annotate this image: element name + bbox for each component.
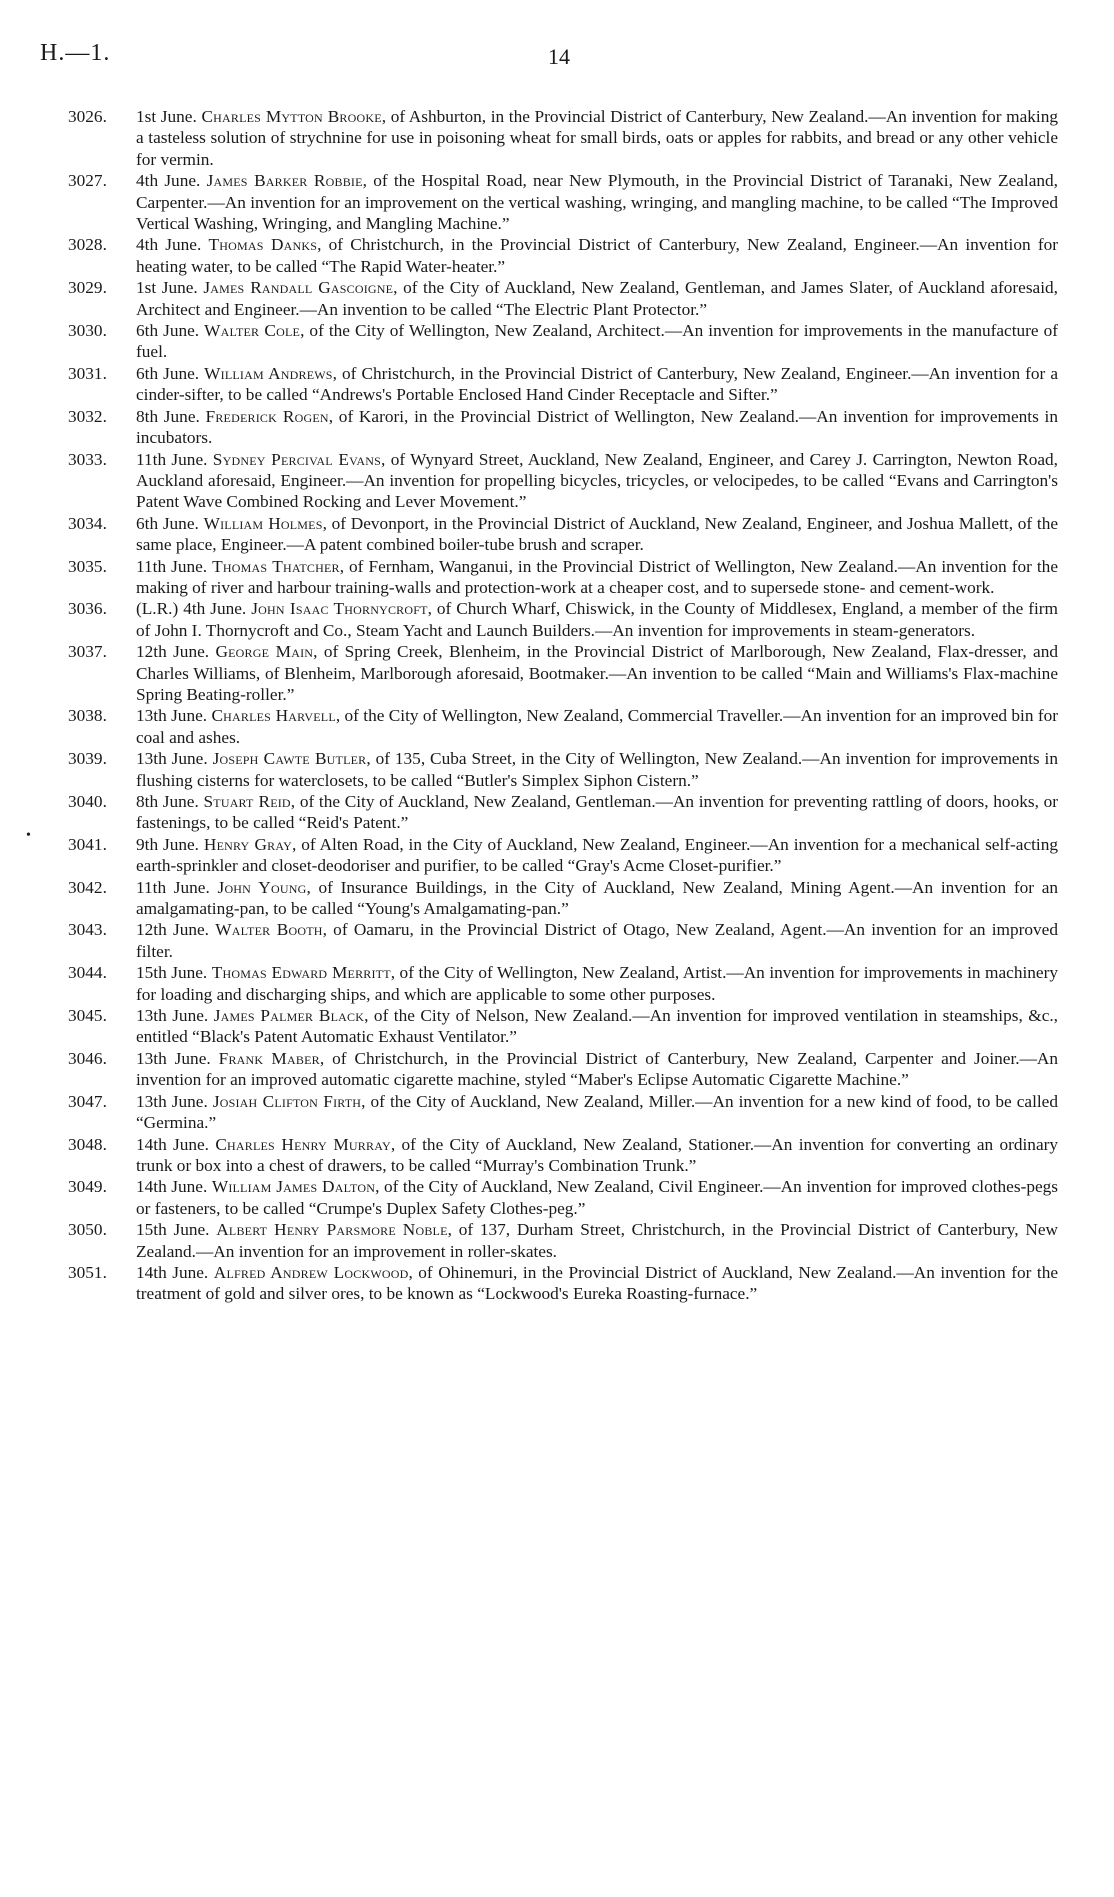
applicant-name: Frederick Rogen: [205, 406, 329, 426]
applicant-name: Frank Maber: [218, 1048, 320, 1068]
entry-description: , of Christchurch, in the Provincial District of Canterbury, New Zealand, Engineer.—An invention for a cinder-sifter, to be called “Andrews's Portable Enclosed Hand Cinder Receptacle and Sifter.”: [136, 363, 1058, 405]
patent-entry: [68, 406, 1058, 449]
margin-mark: •: [26, 828, 31, 843]
entry-date: 6th June.: [136, 321, 200, 341]
entry-date: 1st June.: [136, 107, 197, 126]
applicant-name: Albert Henry Parsmore Noble: [216, 1220, 448, 1240]
applicant-name: Stuart Reid: [203, 792, 291, 811]
entry-number: 3039.: [68, 749, 107, 769]
entry-description: , of the City of Auckland, New Zealand, Gentleman.—An invention for preventing rattling of doors, hooks, or fastenings, to be called “Reid's Patent.”: [136, 792, 1058, 833]
entry-date: 13th June.: [136, 706, 208, 726]
entry-number: 3036.: [68, 599, 107, 619]
entry-number: 3047.: [68, 1091, 107, 1111]
patent-entry: [68, 234, 1058, 277]
patent-entry: [68, 598, 1058, 641]
applicant-name: Joseph Cawte Butler: [212, 749, 367, 769]
entry-description: , of Christchurch, in the Provincial District of Canterbury, New Zealand, Carpenter and Joiner.—An invention for an improved automatic cigarette machine, styled “Maber's Eclipse Automatic Cigarette Machine.”: [136, 1048, 1059, 1090]
applicant-name: Thomas Danks: [208, 235, 318, 255]
patent-entry: [68, 1091, 1058, 1134]
patent-entry: [68, 877, 1058, 920]
patent-entry: [68, 791, 1058, 834]
patent-entry: [68, 641, 1058, 705]
patent-entry: [68, 106, 1058, 170]
entry-number: 3050.: [68, 1220, 107, 1240]
patent-entry: [68, 1176, 1058, 1219]
entry-number: 3031.: [68, 363, 107, 383]
patent-entry: [68, 834, 1058, 877]
entry-description: , of Ashburton, in the Provincial District of Canterbury, New Zealand.—An invention for making a tasteless solution of strychnine for use in poisoning wheat for small birds, oats or apples for rabbits, and bread or any other vehicle for vermin.: [136, 107, 1059, 169]
entry-date: 4th June.: [136, 171, 201, 191]
entry-date: 13th June.: [136, 749, 208, 769]
applicant-name: John Young: [217, 877, 307, 897]
entry-description: , of the City of Wellington, New Zealand, Architect.—An invention for improvements in the manufacture of fuel.: [136, 321, 1059, 362]
entry-description: , of the City of Wellington, New Zealand, Commercial Traveller.—An invention for an improved bin for coal and ashes.: [136, 706, 1058, 747]
applicant-name: Charles Mytton Brooke: [201, 107, 382, 126]
entry-number: 3051.: [68, 1262, 107, 1282]
entry-description: , of the City of Nelson, New Zealand.—An invention for improved ventilation in steamships, &c., entitled “Black's Patent Automatic Exhaust Ventilator.”: [136, 1006, 1059, 1047]
entry-date: 11th June.: [136, 556, 208, 576]
entry-number: 3048.: [68, 1134, 107, 1154]
entry-number: 3032.: [68, 406, 107, 426]
entry-date: 13th June.: [136, 1091, 208, 1111]
entry-date: 12th June.: [136, 642, 210, 662]
entry-number: 3037.: [68, 642, 107, 662]
entry-description: , of the City of Wellington, New Zealand, Artist.—An invention for improvements in machinery for loading and discharging ships, and which are applicable to some other purposes.: [136, 963, 1058, 1004]
patent-entry: [68, 556, 1058, 599]
patent-entry: [68, 449, 1058, 513]
applicant-name: Sydney Percival Evans: [212, 449, 382, 469]
applicant-name: Walter Booth: [215, 920, 323, 940]
patent-entry: [68, 1262, 1058, 1305]
entry-description: , of the City of Auckland, New Zealand, Miller.—An invention for a new kind of food, to be called “Germina.”: [136, 1091, 1058, 1133]
entry-number: 3043.: [68, 920, 107, 940]
entry-number: 3044.: [68, 963, 107, 983]
entry-description: , of Fernham, Wanganui, in the Provincial District of Wellington, New Zealand.—An invention for the making of river and harbour training-walls and protection-work at a cheaper cost, and to supersede stone- and cement-work.: [136, 556, 1058, 597]
patent-entry: [68, 513, 1058, 556]
entry-date: 15th June.: [136, 1220, 210, 1240]
entry-date: 6th June.: [136, 513, 199, 533]
applicant-name: Walter Cole: [204, 321, 301, 341]
entry-description: , of the City of Auckland, New Zealand, Gentleman, and James Slater, of Auckland aforesaid, Architect and Engineer.—An invention to be called “The Electric Plant Protector.”: [136, 278, 1058, 319]
entry-date: 12th June.: [136, 920, 209, 940]
entry-description: , of Oamaru, in the Provincial District of Otago, New Zealand, Agent.—An invention for an improved filter.: [136, 920, 1058, 961]
applicant-name: James Palmer Black: [213, 1006, 365, 1026]
entry-date: 11th June.: [136, 877, 210, 897]
page-number: 14: [548, 44, 570, 69]
applicant-name: Charles Harvell: [211, 706, 336, 726]
entry-date: 1st June.: [136, 278, 198, 298]
entry-description: , of 137, Durham Street, Christchurch, in the Provincial District of Canterbury, New Zealand.—An invention for an improvement in roller-skates.: [136, 1220, 1058, 1261]
applicant-name: Josiah Clifton Firth: [212, 1091, 362, 1111]
entry-number: 3038.: [68, 706, 107, 726]
patent-entry: [68, 1048, 1058, 1091]
entry-date: 13th June.: [136, 1048, 211, 1068]
patent-entry: [68, 962, 1058, 1005]
applicant-name: William Holmes: [203, 513, 323, 533]
applicant-name: James Barker Robbie: [206, 171, 363, 191]
applicant-name: George Main: [215, 642, 314, 662]
applicant-name: William James Dalton: [211, 1177, 376, 1197]
applicant-name: William Andrews: [204, 363, 333, 383]
patent-entry: [68, 277, 1058, 320]
entry-description: , of Spring Creek, Blenheim, in the Provincial District of Marlborough, New Zealand, Flax-dresser, and Charles Williams, of Blenheim, Marlborough aforesaid, Bootmaker.—An invention to be called “Main and Williams's Flax-machine Spring Beating-roller.”: [136, 642, 1058, 704]
patent-entry: [68, 705, 1058, 748]
patent-entries-list: [68, 106, 1058, 1305]
entry-date: 13th June.: [136, 1006, 209, 1026]
entry-number: 3033.: [68, 449, 107, 469]
entry-description: , of Insurance Buildings, in the City of Auckland, New Zealand, Mining Agent.—An invention for an amalgamating-pan, to be called “Young's Amalgamating-pan.”: [136, 877, 1058, 919]
applicant-name: Alfred Andrew Lockwood: [213, 1262, 409, 1282]
entry-number: 3030.: [68, 321, 107, 341]
entry-description: , of the City of Auckland, New Zealand, Civil Engineer.—An invention for improved clothes-pegs or fasteners, to be called “Crumpe's Duplex Safety Clothes-peg.”: [136, 1177, 1058, 1218]
entry-description: , of Christchurch, in the Provincial District of Canterbury, New Zealand, Engineer.—An invention for heating water, to be called “The Rapid Water-heater.”: [136, 235, 1058, 276]
entry-date: 14th June.: [136, 1134, 210, 1154]
patent-entry: [68, 1005, 1058, 1048]
entry-date: 8th June.: [136, 406, 200, 426]
entry-description: , of the City of Auckland, New Zealand, Stationer.—An invention for converting an ordinary trunk or box into a chest of drawers, to be called “Murray's Combination Trunk.”: [136, 1134, 1059, 1175]
entry-date: 11th June.: [136, 449, 208, 469]
applicant-name: Thomas Edward Merritt: [211, 963, 391, 983]
applicant-name: Charles Henry Murray: [215, 1134, 391, 1154]
entry-date: (L.R.) 4th June.: [136, 599, 247, 619]
patent-entry: [68, 320, 1058, 363]
entry-date: 14th June.: [136, 1262, 209, 1282]
entry-date: 8th June.: [136, 792, 199, 811]
entry-number: 3049.: [68, 1177, 107, 1197]
entry-description: , of the Hospital Road, near New Plymouth, in the Provincial District of Taranaki, New Zealand, Carpenter.—An invention for an improvement on the vertical washing, wringing, and mangling machine, to be called “The Improved Vertical Washing, Wringing, and Mangling Machine.”: [136, 171, 1058, 234]
entry-date: 4th June.: [136, 235, 202, 255]
entry-number: 3027.: [68, 171, 107, 191]
document-reference: H.—1.: [40, 40, 111, 66]
entry-number: 3026.: [68, 107, 107, 126]
entry-date: 15th June.: [136, 963, 208, 983]
patent-entry: [68, 170, 1058, 234]
patent-entry: [68, 1134, 1058, 1177]
entry-number: 3035.: [68, 556, 107, 576]
applicant-name: Thomas Thatcher: [212, 556, 340, 576]
entry-date: 14th June.: [136, 1177, 208, 1197]
patent-entry: [68, 1219, 1058, 1262]
entry-description: , of Karori, in the Provincial District of Wellington, New Zealand.—An invention for improvements in incubators.: [136, 406, 1058, 448]
entry-number: 3034.: [68, 513, 107, 533]
entry-number: 3042.: [68, 877, 107, 897]
entry-description: , of Wynyard Street, Auckland, New Zealand, Engineer, and Carey J. Carrington, Newton Road, Auckland aforesaid, Engineer.—An invention for propelling bicycles, tricycles, or velocipedes, to be called “Evans and Carrington's Patent Wave Combined Rocking and Lever Movement.”: [136, 449, 1059, 512]
entry-number: 3046.: [68, 1048, 107, 1068]
applicant-name: Henry Gray: [203, 834, 292, 854]
entry-number: 3029.: [68, 278, 107, 298]
entry-number: 3040.: [68, 792, 107, 811]
entry-description: , of Church Wharf, Chiswick, in the County of Middlesex, England, a member of the firm of John I. Thornycroft and Co., Steam Yacht and Launch Builders.—An invention for improvements in steam-generators.: [136, 599, 1058, 640]
entry-description: , of 135, Cuba Street, in the City of Wellington, New Zealand.—An invention for improvements in flushing cisterns for waterclosets, to be called “Butler's Simplex Siphon Cistern.”: [136, 749, 1058, 790]
patent-entry: [68, 919, 1058, 962]
entry-number: 3028.: [68, 235, 107, 255]
applicant-name: John Isaac Thornycroft: [251, 599, 428, 619]
patent-entry: [68, 363, 1058, 406]
patent-entry: [68, 748, 1058, 791]
entry-number: 3041.: [68, 834, 107, 854]
entry-description: , of Ohinemuri, in the Provincial District of Auckland, New Zealand.—An invention for the treatment of gold and silver ores, to be known as “Lockwood's Eureka Roasting-furnace.”: [136, 1262, 1058, 1304]
entry-description: , of Devonport, in the Provincial District of Auckland, New Zealand, Engineer, and Joshua Mallett, of the same place, Engineer.—A patent combined boiler-tube brush and scraper.: [136, 513, 1059, 555]
entry-number: 3045.: [68, 1006, 107, 1026]
entry-date: 6th June.: [136, 363, 200, 383]
applicant-name: James Randall Gascoigne: [203, 278, 394, 298]
entry-date: 9th June.: [136, 834, 199, 854]
entry-description: , of Alten Road, in the City of Auckland, New Zealand, Engineer.—An invention for a mechanical self-acting earth-sprinkler and closet-deodoriser and purifier, to be called “Gray's Acme Closet-purifier.”: [136, 834, 1059, 876]
